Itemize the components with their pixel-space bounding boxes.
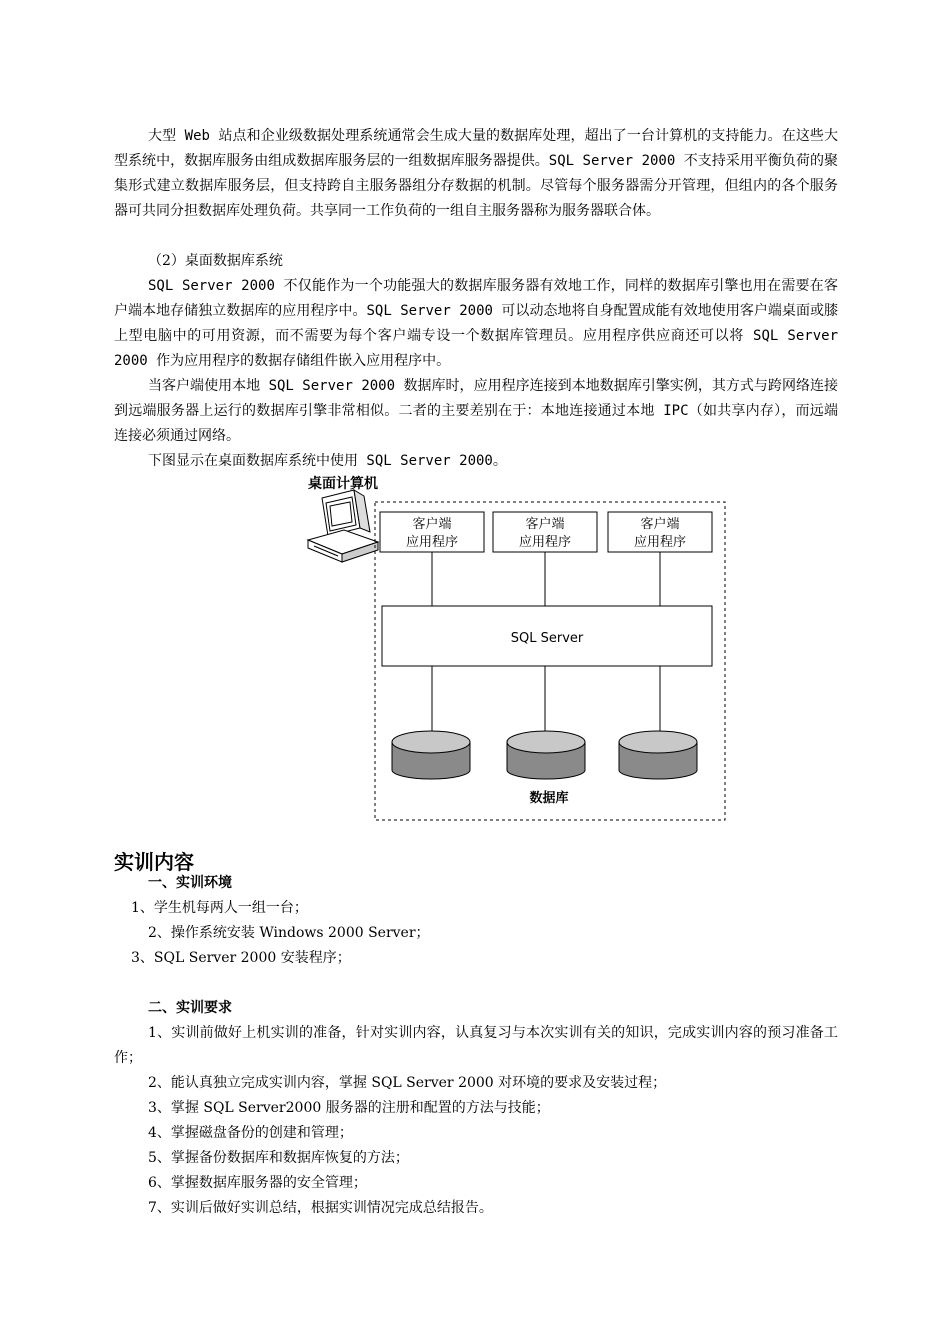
svg-text:客户端: 客户端 [412,517,452,532]
database-cylinder-1 [392,731,470,779]
database-cylinder-3 [619,731,697,779]
section-title: 实训内容 [114,850,194,874]
database-label: 数据库 [529,791,569,806]
req-item-2: 2、能认真独立完成实训内容，掌握 SQL Server 2000 对环境的要求及安装过程； [148,1075,667,1091]
svg-text:应用程序: 应用程序 [518,535,572,550]
svg-text:SQL Server: SQL Server [510,631,584,646]
client-app-box-2 [493,512,597,552]
desktop-computer-icon [308,490,378,562]
svg-text:应用程序: 应用程序 [633,535,687,550]
client-app-box-1 [380,512,484,552]
req-item-5: 5、掌握备份数据库和数据库恢复的方法； [148,1150,409,1166]
env-item-1: 1、学生机每两人一组一台； [131,900,308,916]
req-item-6: 6、掌握数据库服务器的安全管理； [148,1175,367,1191]
svg-text:客户端: 客户端 [525,517,565,532]
env-item-3: 3、SQL Server 2000 安装程序； [131,950,351,966]
req-heading: 二、实训要求 [148,1000,232,1016]
desktop-database-diagram [300,470,740,830]
svg-text:客户端: 客户端 [640,517,680,532]
database-cylinder-2 [507,731,585,779]
desktop-computer-label: 桌面计算机 [308,476,378,492]
paragraph-figure-caption: 下图显示在桌面数据库系统中使用 SQL Server 2000。 [148,453,507,469]
paragraph-local-connection: 当客户端使用本地 SQL Server 2000 数据库时，应用程序连接到本地数据库引擎实例，其方式与跨网络连接到远端服务器上运行的数据库引擎非常相似。二者的主要差别在于：本地连接通过本地 IPC（如共享内存），而远端连接必须通过网络。 [114,378,838,444]
sql-server-box [382,606,712,666]
req-item-4: 4、掌握磁盘备份的创建和管理； [148,1125,353,1141]
req-item-1: 1、实训前做好上机实训的准备，针对实训内容，认真复习与本次实训有关的知识，完成实训内容的预习准备工作； [114,1025,838,1066]
req-item-7: 7、实训后做好实训总结，根据实训情况完成总结报告。 [148,1200,493,1216]
paragraph-large-systems: 大型 Web 站点和企业级数据处理系统通常会生成大量的数据库处理，超出了一台计算机的支持能力。在这些大型系统中，数据库服务由组成数据库服务层的一组数据库服务器提供。SQL Server 2000 不支持采用平衡负荷的聚集形式建立数据库服务层，但支持跨自主服务器组分存数据的机制。尽管每个服务器需分开管理，但组内的各个服务器可共同分担数据库处理负荷。共享同一工作负荷的一组自主服务器称为服务器联合体。 [114,128,838,219]
paragraph-desktop-db: SQL Server 2000 不仅能作为一个功能强大的数据库服务器有效地工作，同样的数据库引擎也用在需要在客户端本地存储独立数据库的应用程序中。SQL Server 2000 可以动态地将自身配置成能有效地使用客户端桌面或膝上型电脑中的可用资源，而不需要为每个客户端专设一个数据库管理员。应用程序供应商还可以将 SQL Server 2000 作为应用程序的数据存储组件嵌入应用程序中。 [114,278,838,369]
env-heading: 一、实训环境 [148,875,232,891]
subsection-desktop-db: （2）桌面数据库系统 [148,253,283,269]
svg-text:应用程序: 应用程序 [405,535,459,550]
client-app-box-3 [608,512,712,552]
env-item-2: 2、操作系统安装 Windows 2000 Server； [148,925,430,941]
req-item-3: 3、掌握 SQL Server2000 服务器的注册和配置的方法与技能； [148,1100,550,1116]
